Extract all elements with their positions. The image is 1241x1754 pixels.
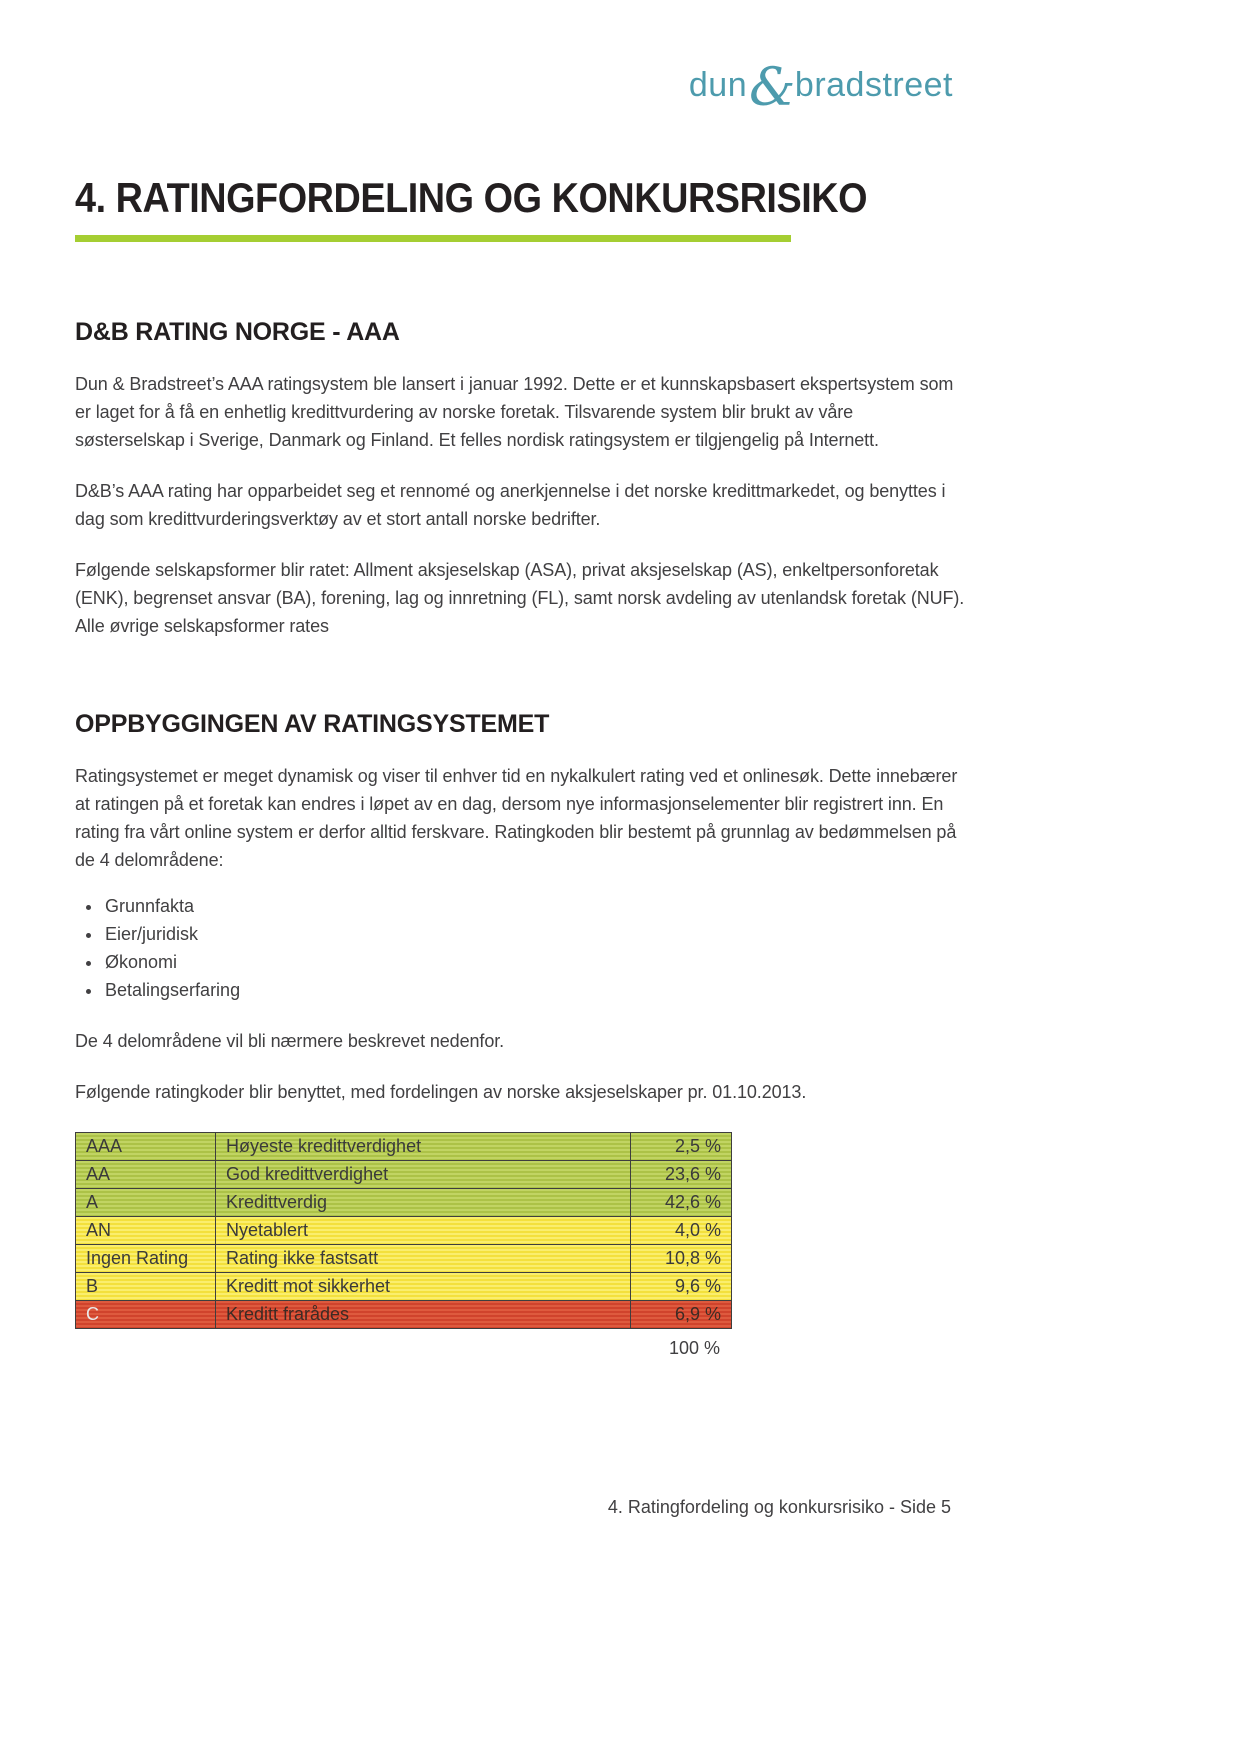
rating-description-cell: Kreditt frarådes bbox=[216, 1301, 631, 1328]
rating-description-cell: Kredittverdig bbox=[216, 1189, 631, 1216]
paragraph: Følgende ratingkoder blir benyttet, med fordelingen av norske aksjeselskaper pr. 01.10.2013. bbox=[75, 1082, 807, 1102]
rating-description-cell: Rating ikke fastsatt bbox=[216, 1245, 631, 1272]
page-title: 4. RATINGFORDELING OG KONKURSRISIKO bbox=[75, 174, 868, 221]
logo-word-bradstreet: bradstreet bbox=[794, 66, 953, 104]
rating-table-row bbox=[76, 1273, 731, 1301]
paragraph: De 4 delområdene vil bli nærmere beskrevet nedenfor. bbox=[75, 1031, 505, 1051]
rating-percent-cell: 2,5 % bbox=[674, 1136, 721, 1156]
section-heading-oppbygging: OPPBYGGINGEN AV RATINGSYSTEMET bbox=[75, 710, 550, 738]
paragraph: Følgende selskapsformer blir ratet: Allment aksjeselskap (ASA), privat aksjeselskap (AS), enkeltpersonforetak (ENK), begrenset ansvar (BA), forening, lag og innretning (FL), samt norsk avdeling av utenlandsk foretak (NUF). Alle øvrige selskapsformer rates bbox=[75, 560, 965, 636]
rating-percent-cell: 23,6 % bbox=[664, 1164, 721, 1184]
rating-percent-cell: 6,9 % bbox=[674, 1304, 721, 1324]
paragraph: D&B’s AAA rating har opparbeidet seg et rennomé og anerkjennelse i det norske kredittmarkedet, og benyttes i dag som kredittvurderingsverktøy av et stort antall norske bedrifter. bbox=[75, 481, 946, 529]
rating-code-cell: C bbox=[76, 1301, 216, 1328]
rating-code-cell: B bbox=[76, 1273, 216, 1300]
rating-code-cell: AN bbox=[76, 1217, 216, 1244]
subarea-item: • Eier/juridisk bbox=[103, 920, 965, 948]
rating-percent-cell: 9,6 % bbox=[674, 1276, 721, 1296]
rating-description-cell: Kreditt mot sikkerhet bbox=[216, 1273, 631, 1300]
rating-table-row bbox=[76, 1133, 731, 1161]
rating-code-cell: AAA bbox=[76, 1133, 216, 1160]
rating-description-cell: God kredittverdighet bbox=[216, 1161, 631, 1188]
subarea-item: • Økonomi bbox=[103, 948, 965, 976]
rating-code-cell: A bbox=[76, 1189, 216, 1216]
subarea-item: • Betalingserfaring bbox=[103, 976, 965, 1004]
paragraph: Ratingsystemet er meget dynamisk og viser til enhver tid en nykalkulert rating ved et onlinesøk. Dette innebærer at ratingen på et foretak kan endres i løpet av en dag, dersom nye informasjonselementer blir registrert inn. En rating fra vårt online system er derfor alltid ferskvare. Ratingkoden blir bestemt på grunnlag av bedømmelsen på de 4 delområdene: bbox=[75, 766, 958, 870]
title-accent-rule bbox=[75, 235, 791, 242]
rating-table-row bbox=[76, 1189, 731, 1217]
section-heading-rating-norge: D&B RATING NORGE - AAA bbox=[75, 318, 400, 346]
page-content bbox=[75, 0, 965, 1754]
paragraph: Dun & Bradstreet’s AAA ratingsystem ble lansert i januar 1992. Dette er et kunnskapsbasert ekspertsystem som er laget for å få en enhetlig kredittvurdering av norske foretak. Tilsvarende system blir brukt av våre søsterselskap i Sverige, Danmark og Finland. Et felles nordisk ratingsystem er tilgjengelig på Internett. bbox=[75, 374, 954, 450]
rating-table-row bbox=[76, 1217, 731, 1245]
rating-percent-cell: 42,6 % bbox=[664, 1192, 721, 1212]
page-footer: 4. Ratingfordeling og konkursrisiko - Side 5 bbox=[607, 1497, 951, 1517]
logo-word-dun: dun bbox=[688, 66, 748, 104]
rating-table-row bbox=[76, 1161, 731, 1189]
rating-table bbox=[75, 1132, 732, 1329]
rating-code-cell: AA bbox=[76, 1161, 216, 1188]
rating-table-row bbox=[76, 1301, 731, 1328]
rating-table-total: 100 % bbox=[668, 1338, 720, 1358]
subarea-item: • Grunnfakta bbox=[103, 892, 965, 920]
rating-percent-cell: 4,0 % bbox=[674, 1220, 721, 1240]
logo-ampersand-icon: & bbox=[749, 58, 796, 118]
rating-table-row bbox=[76, 1245, 731, 1273]
rating-description-cell: Høyeste kredittverdighet bbox=[216, 1133, 631, 1160]
rating-description-cell: Nyetablert bbox=[216, 1217, 631, 1244]
subarea-list bbox=[75, 892, 965, 1004]
rating-percent-cell: 10,8 % bbox=[664, 1248, 721, 1268]
rating-code-cell: Ingen Rating bbox=[76, 1245, 216, 1272]
